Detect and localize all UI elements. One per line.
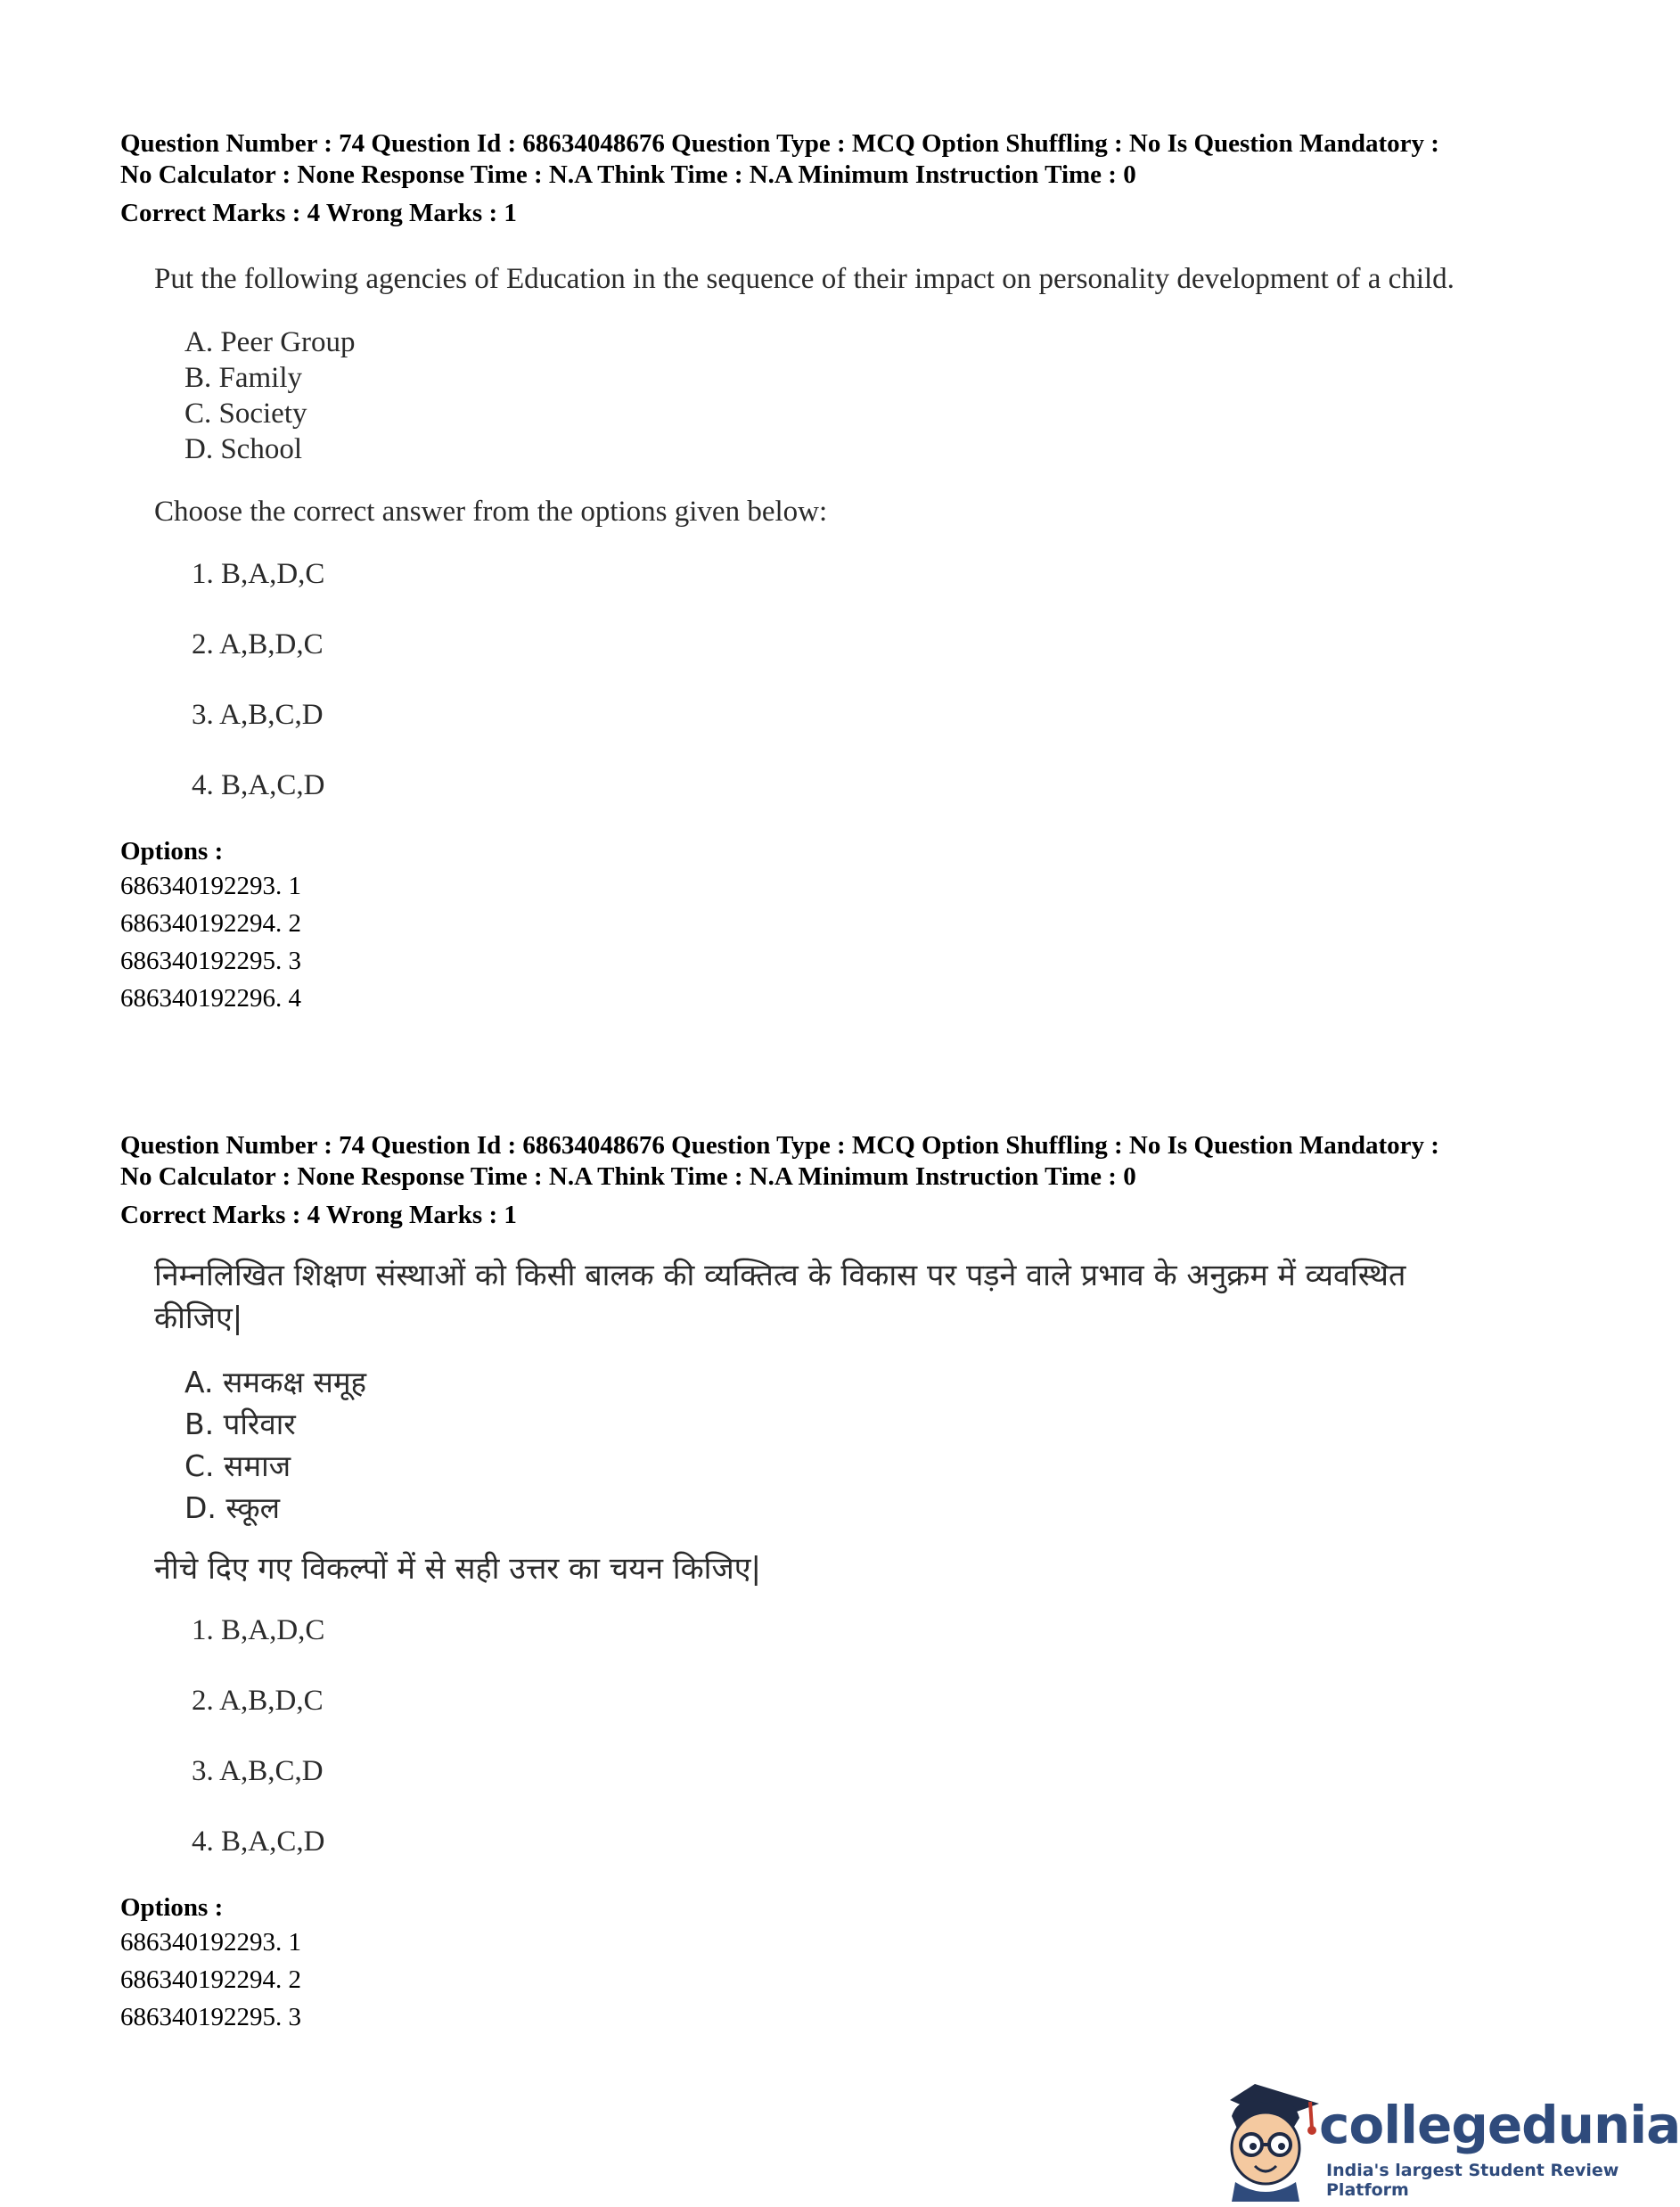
question-item: A. Peer Group (184, 326, 356, 358)
answer-choice: 1. B,A,D,C (192, 1614, 325, 1646)
question-item: A. समकक्ष समूह (184, 1365, 367, 1399)
question-item: C. समाज (184, 1448, 291, 1483)
option-id: 686340192295. 3 (120, 947, 301, 975)
option-id: 686340192295. 3 (120, 2003, 301, 2031)
answer-choice: 2. A,B,D,C (192, 628, 324, 660)
question-block-hindi (120, 1130, 1537, 2031)
question-block-english (120, 128, 1537, 1017)
question-item: B. Family (184, 362, 303, 394)
question-marks: Correct Marks : 4 Wrong Marks : 1 (120, 199, 517, 227)
options-title: Options : (120, 837, 224, 866)
question-stem: Put the following agencies of Education in the sequence of their impact on personality development of a child. (154, 263, 1455, 295)
student-mascot-icon (1212, 2077, 1328, 2202)
answer-choice: 3. A,B,C,D (192, 1755, 324, 1787)
question-instruction: Choose the correct answer from the options given below: (154, 496, 828, 528)
answer-choices (192, 556, 1537, 838)
option-id: 686340192293. 1 (120, 1928, 301, 1957)
options-list (120, 1924, 1537, 2031)
question-meta-line1: Question Number : 74 Question Id : 68634048676 Question Type : MCQ Option Shuffling : No Is Question Mandatory : (120, 1131, 1439, 1160)
logo-wordmark: collegedunia (1319, 2095, 1680, 2155)
option-id: 686340192296. 4 (120, 984, 301, 1013)
question-item: C. Society (184, 398, 307, 430)
question-meta-line1: Question Number : 74 Question Id : 68634048676 Question Type : MCQ Option Shuffling : No Is Question Mandatory : (120, 129, 1439, 158)
options-title: Options : (120, 1893, 224, 1922)
answer-choice: 1. B,A,D,C (192, 558, 325, 590)
question-instruction: नीचे दिए गए विकल्पों में से सही उत्तर का चयन किजिए| (154, 1551, 761, 1587)
question-meta-line2: No Calculator : None Response Time : N.A Think Time : N.A Minimum Instruction Time : 0 (120, 1162, 1136, 1191)
options-list (120, 867, 1537, 1017)
collegedunia-logo (1212, 2077, 1680, 2202)
option-id: 686340192293. 1 (120, 872, 301, 900)
answer-choice: 3. A,B,C,D (192, 699, 324, 731)
question-meta (120, 128, 1537, 191)
question-items (184, 324, 1537, 467)
question-meta-line2: No Calculator : None Response Time : N.A Think Time : N.A Minimum Instruction Time : 0 (120, 160, 1136, 189)
question-stem: निम्नलिखित शिक्षण संस्थाओं को किसी बालक की व्यक्तित्व के विकास पर पड़ने वाले प्रभाव के अनुक्रम में व्यवस्थित कीजिए| (154, 1258, 1406, 1336)
answer-choice: 4. B,A,C,D (192, 769, 325, 801)
question-meta (120, 1130, 1537, 1193)
answer-choices (192, 1612, 1537, 1894)
question-item: B. परिवार (184, 1407, 296, 1441)
option-id: 686340192294. 2 (120, 1965, 301, 1994)
question-items (184, 1361, 1537, 1529)
question-item: D. School (184, 433, 302, 465)
question-marks: Correct Marks : 4 Wrong Marks : 1 (120, 1201, 517, 1229)
logo-tagline: India's largest Student Review Platform (1326, 2161, 1619, 2200)
answer-choice: 4. B,A,C,D (192, 1825, 325, 1858)
answer-choice: 2. A,B,D,C (192, 1685, 324, 1717)
option-id: 686340192294. 2 (120, 909, 301, 938)
question-item: D. स्कूल (184, 1490, 280, 1525)
